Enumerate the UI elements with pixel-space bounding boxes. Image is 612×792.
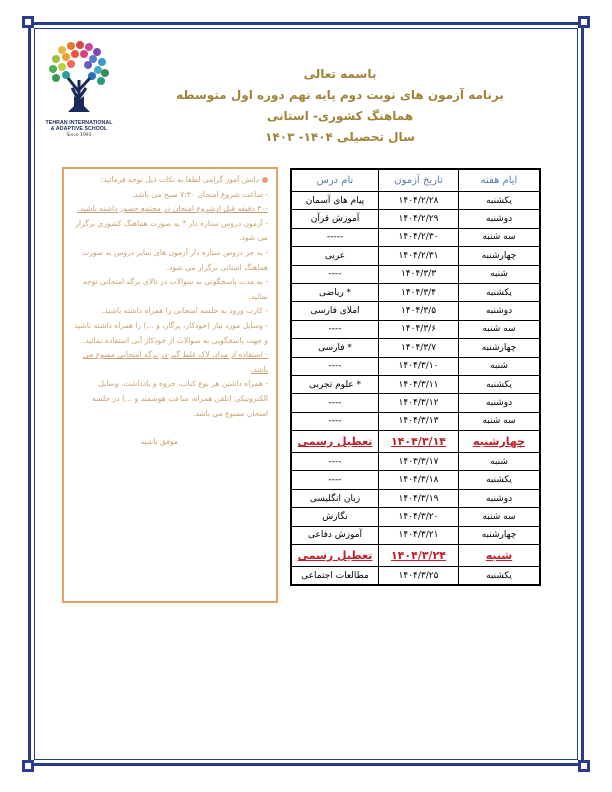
corner-ornament bbox=[22, 16, 34, 28]
note-item: - وسایل مورد نیاز (خودکار، پرگار، و ...) را همراه داشته باشید و جهت پاسخگویی به سوالات از خودکار آبی استفاده نمائید. bbox=[74, 320, 268, 345]
cell-date: ۱۴۰۴/۳/۴ bbox=[379, 283, 459, 301]
school-name-line1: TEHRAN INTERNATIONAL bbox=[45, 120, 113, 126]
note-item: - به مدت پاسخگوئی به سوالات در بالای برگه امتحانی توجه نمائید. bbox=[82, 277, 268, 301]
cell-day: چهارشنبه bbox=[459, 526, 541, 544]
cell-day: دوشنبه bbox=[459, 394, 541, 412]
cell-day: سه شنبه bbox=[459, 320, 541, 338]
cell-day: شنبه bbox=[459, 265, 541, 283]
table-row bbox=[291, 247, 540, 265]
cell-subject: ---- bbox=[291, 453, 379, 471]
cell-day: سه شنبه bbox=[459, 508, 541, 526]
note-item: - استفاده از مداد، لاک غلط گیر در برگه امتحانی ممنوع می باشد. bbox=[82, 350, 268, 374]
cell-date: ۱۴۰۴/۳/۱۳ bbox=[379, 412, 459, 430]
cell-subject: املای فارسی bbox=[291, 302, 379, 320]
cell-subject: زبان انگلیسی bbox=[291, 489, 379, 507]
cell-subject: ---- bbox=[291, 320, 379, 338]
cell-date: ۱۴۰۴/۳/۱۱ bbox=[379, 375, 459, 393]
notes-closing: موفق باشید bbox=[140, 437, 178, 447]
cell-subject: ----- bbox=[291, 228, 379, 246]
table-row bbox=[291, 320, 540, 338]
table-row bbox=[291, 453, 540, 471]
cell-date: ۱۴۰۴/۳/۶ bbox=[379, 320, 459, 338]
note-item: - کارت ورود به جلسه امتحانی را همراه داشته باشید. bbox=[101, 306, 268, 316]
note-item: - همراه داشتن هر نوع کتاب، جزوه و یادداشت، وسایل الکترونیکی (تلفن همراه، ساعت هوشمند و ...) در جلسه امتحان ممنوع می باشد. bbox=[92, 379, 268, 418]
cell-day: چهارشنبه bbox=[459, 247, 541, 265]
cell-day: دوشنبه bbox=[459, 489, 541, 507]
cell-day: سه شنبه bbox=[459, 228, 541, 246]
cell-day: دوشنبه bbox=[459, 302, 541, 320]
cell-day: چهارشنبه bbox=[459, 431, 541, 453]
table-row bbox=[291, 265, 540, 283]
cell-date: ۱۴۰۴/۳/۱۹ bbox=[379, 489, 459, 507]
cell-date: ۱۴۰۴/۳/۵ bbox=[379, 302, 459, 320]
cell-date: ۱۴۰۴/۳/۲۱ bbox=[379, 526, 459, 544]
cell-date: ۱۴۰۴/۲/۳۱ bbox=[379, 247, 459, 265]
cell-date: ۱۴۰۴/۳/۲۵ bbox=[379, 567, 459, 586]
table-row bbox=[291, 489, 540, 507]
cell-subject: ---- bbox=[291, 471, 379, 489]
cell-date: ۱۴۰۴/۲/۲۹ bbox=[379, 210, 459, 228]
column-header-day: ایام هفته bbox=[459, 169, 541, 192]
table-row bbox=[291, 302, 540, 320]
note-item: -۳۰ دقیقه قبل ازشروع امتحان در مجتمع حضور داشته باشید. bbox=[77, 204, 268, 214]
table-header-row bbox=[291, 169, 540, 192]
cell-day: شنبه bbox=[459, 357, 541, 375]
corner-ornament bbox=[22, 760, 34, 772]
note-item: - ساعت شروع امتحان ۷:۳۰ صبح می باشد. bbox=[131, 189, 268, 199]
table-row bbox=[291, 339, 540, 357]
cell-day: یکشنبه bbox=[459, 375, 541, 393]
cell-subject: ---- bbox=[291, 357, 379, 375]
corner-ornament bbox=[578, 760, 590, 772]
table-body bbox=[291, 192, 540, 586]
cell-date: ۱۴۰۴/۲/۳۰ bbox=[379, 228, 459, 246]
table-row bbox=[291, 283, 540, 301]
cell-subject: تعطیل رسمی bbox=[291, 431, 379, 453]
table-row bbox=[291, 192, 540, 210]
cell-day: یکشنبه bbox=[459, 567, 541, 586]
cell-subject: عربی bbox=[291, 247, 379, 265]
table-row bbox=[291, 375, 540, 393]
notes-panel bbox=[62, 167, 278, 603]
table-row bbox=[291, 526, 540, 544]
cell-date: ۱۴۰۴/۲/۲۸ bbox=[379, 192, 459, 210]
cell-day: یکشنبه bbox=[459, 283, 541, 301]
cell-date: ۱۴۰۴/۳/۲۰ bbox=[379, 508, 459, 526]
bullet-icon bbox=[262, 177, 268, 183]
note-item: - آزمون دروس ستاره دار * به صورت هماهنگ کشوری برگزار می شود. bbox=[75, 218, 268, 243]
cell-day: شنبه bbox=[459, 453, 541, 471]
table-row bbox=[291, 394, 540, 412]
cell-subject: تعطیل رسمی bbox=[291, 545, 379, 567]
column-header-subject: نام درس bbox=[291, 169, 379, 192]
cell-subject: مطالعات اجتماعی bbox=[291, 567, 379, 586]
exam-schedule-table bbox=[290, 168, 541, 586]
header-bismillah: باسمه تعالی bbox=[303, 67, 377, 81]
cell-date: ۱۴۰۴/۳/۱۰ bbox=[379, 357, 459, 375]
cell-subject: * ریاضی bbox=[291, 283, 379, 301]
cell-date: ۱۴۰۴/۳/۷ bbox=[379, 339, 459, 357]
table-row bbox=[291, 431, 540, 453]
header-school-year: سال تحصیلی ۱۴۰۴- ۱۴۰۳ bbox=[265, 130, 415, 144]
table-row bbox=[291, 567, 540, 586]
cell-date: ۱۴۰۴/۳/۱۴ bbox=[379, 431, 459, 453]
header-subtitle: هماهنگ کشوری- استانی bbox=[266, 109, 414, 123]
table-row bbox=[291, 228, 540, 246]
cell-day: چهارشنبه bbox=[459, 339, 541, 357]
cell-day: سه شنبه bbox=[459, 412, 541, 430]
cell-date: ۱۴۰۴/۳/۳ bbox=[379, 265, 459, 283]
table-row bbox=[291, 471, 540, 489]
cell-subject: * فارسی bbox=[291, 339, 379, 357]
school-since: Since 1993 bbox=[66, 133, 92, 138]
corner-ornament bbox=[578, 16, 590, 28]
table-row bbox=[291, 412, 540, 430]
cell-date: ۱۴۰۴/۳/۱۸ bbox=[379, 471, 459, 489]
cell-subject: نگارش bbox=[291, 508, 379, 526]
cell-date: ۱۴۰۴/۳/۱۲ bbox=[379, 394, 459, 412]
cell-day: دوشنبه bbox=[459, 210, 541, 228]
table-row bbox=[291, 508, 540, 526]
notes-intro: دانش آموز گرامی لطفا به نکات ذیل توجه فرمائید: bbox=[70, 173, 268, 188]
cell-subject: آموزش دفاعی bbox=[291, 526, 379, 544]
note-item: - به جز دروس ستاره دار آزمون های سایر دروس به صورت هماهنگ استانی برگزار می شود. bbox=[81, 247, 268, 272]
cell-subject: * علوم تجربی bbox=[291, 375, 379, 393]
table-row bbox=[291, 545, 540, 567]
cell-day: شنبه bbox=[459, 545, 541, 567]
header-title: برنامه آزمون های نوبت دوم پایه نهم دوره اول متوسطه bbox=[176, 88, 504, 102]
cell-date: ۱۴۰۴/۳/۲۴ bbox=[379, 545, 459, 567]
document-header bbox=[150, 64, 530, 148]
cell-subject: آموزش قرآن bbox=[291, 210, 379, 228]
cell-date: ۱۴۰۳/۳/۱۷ bbox=[379, 453, 459, 471]
school-name-line2: & ADAPTIVE SCHOOL bbox=[50, 126, 108, 132]
table-row bbox=[291, 357, 540, 375]
cell-subject: ---- bbox=[291, 412, 379, 430]
cell-day: یکشنبه bbox=[459, 471, 541, 489]
table-row bbox=[291, 210, 540, 228]
cell-day: یکشنبه bbox=[459, 192, 541, 210]
column-header-date: تاریخ آزمون bbox=[379, 169, 459, 192]
cell-subject: پیام های آسمان bbox=[291, 192, 379, 210]
school-logo bbox=[40, 40, 118, 150]
cell-subject: ---- bbox=[291, 265, 379, 283]
tree-logo-icon bbox=[44, 40, 114, 120]
cell-subject: ---- bbox=[291, 394, 379, 412]
